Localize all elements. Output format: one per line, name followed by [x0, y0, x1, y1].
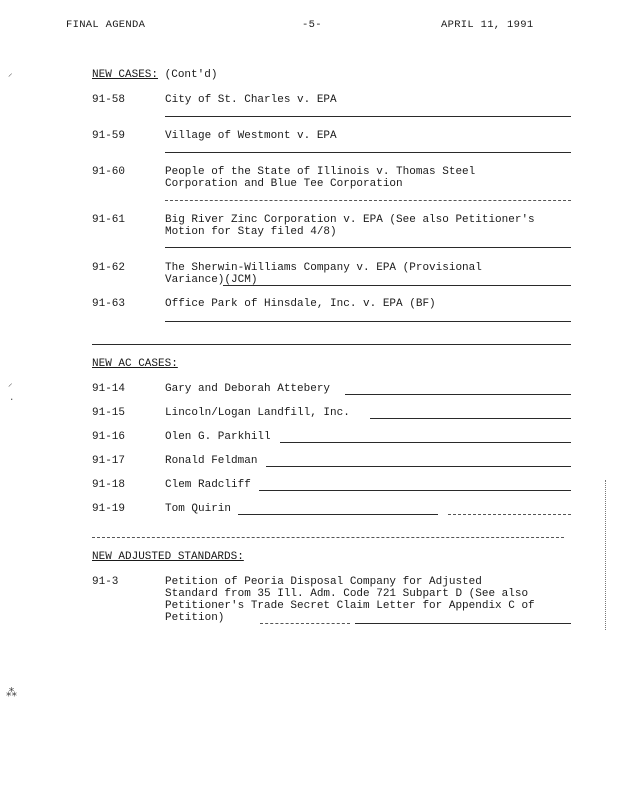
section-divider [92, 537, 564, 538]
ac-case-number: 91-17 [92, 455, 126, 467]
case-divider [165, 116, 571, 117]
scan-speck: ⸝ [8, 69, 13, 79]
case-divider [165, 247, 571, 248]
ac-case-title: Olen G. Parkhill [165, 431, 271, 443]
case-title-line-1: The Sherwin-Williams Company v. EPA (Provisional [165, 262, 482, 274]
new-adjusted-standards-heading: NEW ADJUSTED STANDARDS: [92, 551, 244, 563]
adjusted-standard-title-line-3: Petitioner's Trade Secret Claim Letter for Appendix C of [165, 600, 535, 612]
ac-case-number: 91-15 [92, 407, 126, 419]
adjusted-standard-title-line-2: Standard from 35 Ill. Adm. Code 721 Subpart D (See also [165, 588, 529, 600]
header-date: APRIL 11, 1991 [441, 19, 534, 31]
ac-case-line-tail [448, 514, 571, 515]
page-number: -5- [302, 19, 322, 31]
ac-case-number: 91-16 [92, 431, 126, 443]
ac-case-title: Gary and Deborah Attebery [165, 383, 331, 395]
new-cases-heading-suffix: (Cont'd) [158, 69, 218, 81]
case-divider [165, 321, 571, 322]
case-number: 91-60 [92, 166, 126, 178]
case-title: City of St. Charles v. EPA [165, 94, 337, 106]
case-divider [165, 152, 571, 153]
scan-margin-artifact [605, 480, 606, 630]
scan-speck: ⁂ [6, 688, 17, 700]
case-divider [223, 285, 571, 286]
adjusted-standard-title-line-1: Petition of Peoria Disposal Company for Adjusted [165, 576, 482, 588]
ac-case-title: Lincoln/Logan Landfill, Inc. [165, 407, 350, 419]
case-title-line-2: Motion for Stay filed 4/8) [165, 226, 337, 238]
case-number: 91-63 [92, 298, 126, 310]
adjusted-standard-line-head [260, 623, 350, 624]
adjusted-standard-line [355, 623, 571, 624]
new-ac-cases-heading: NEW AC CASES: [92, 358, 178, 370]
new-cases-heading-title: NEW CASES: [92, 69, 159, 81]
new-cases-heading [92, 69, 217, 81]
ac-case-number: 91-14 [92, 383, 126, 395]
case-title-line-1: People of the State of Illinois v. Thomas Steel [165, 166, 476, 178]
case-divider [165, 200, 571, 201]
ac-case-title: Ronald Feldman [165, 455, 258, 467]
ac-case-line [259, 490, 571, 491]
ac-case-number: 91-18 [92, 479, 126, 491]
case-number: 91-62 [92, 262, 126, 274]
adjusted-standard-number: 91-3 [92, 576, 119, 588]
section-divider [92, 344, 571, 345]
case-title-line-1: Big River Zinc Corporation v. EPA (See also Petitioner's [165, 214, 535, 226]
ac-case-title: Clem Radcliff [165, 479, 251, 491]
case-title: Village of Westmont v. EPA [165, 130, 337, 142]
ac-case-line [345, 394, 571, 395]
case-title: Office Park of Hinsdale, Inc. v. EPA (BF) [165, 298, 436, 310]
ac-case-title: Tom Quirin [165, 503, 232, 515]
case-number: 91-59 [92, 130, 126, 142]
ac-case-line [266, 466, 571, 467]
ac-case-number: 91-19 [92, 503, 126, 515]
header-left: FINAL AGENDA [66, 19, 146, 31]
ac-case-line [370, 418, 571, 419]
case-number: 91-61 [92, 214, 126, 226]
scan-speck: ⸝ [8, 379, 13, 389]
ac-case-line [280, 442, 571, 443]
case-title-line-2: Corporation and Blue Tee Corporation [165, 178, 403, 190]
scan-speck: · [9, 395, 15, 405]
adjusted-standard-title-line-4: Petition) [165, 612, 225, 624]
ac-case-line [238, 514, 438, 515]
case-title-line-2: Variance)(JCM) [165, 274, 258, 286]
case-number: 91-58 [92, 94, 126, 106]
